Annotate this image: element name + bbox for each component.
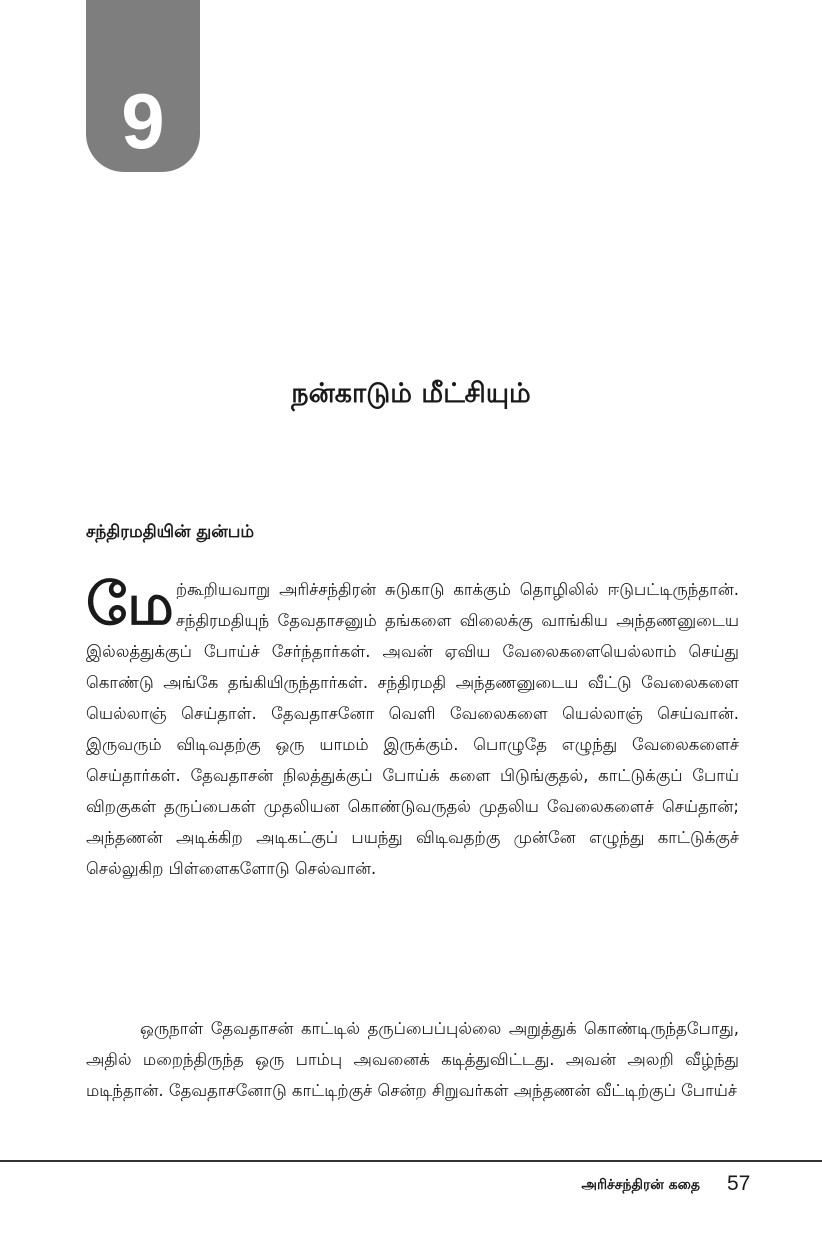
footer-divider: [0, 1160, 822, 1162]
chapter-number: 9: [121, 77, 165, 165]
paragraph-1-text: ற்கூறியவாறு அரிச்சந்திரன் சுடுகாடு காக்கும் தொழிலில் ஈடுபட்டிருந்தான். சந்திரமதியுந் தேவதாசனும் தங்களை விலைக்கு வாங்கிய அந்தணனுடைய இல்லத்துக்குப் போய்ச் சேர்ந்தார்கள். அவன் ஏவிய வேலைகளையெல்லாம் செய்து கொண்டு அங்கே தங்கியிருந்தார்கள். சந்திரமதி அந்தணனுடைய வீட்டு வேலைகளை யெல்லாஞ் செய்தாள். தேவதாசனோ வெளி வேலைகளை யெல்லாஞ் செய்வான். இருவரும் விடிவதற்கு ஒரு யாமம் இருக்கும். பொழுதே எழுந்து வேலைகளைச் செய்தார்கள். தேவதாசன் நிலத்துக்குப் போய்க் களை பிடுங்குதல், காட்டுக்குப் போய் விறகுகள் தருப்பைகள் முதலியன கொண்டுவருதல் முதலிய வேலைகளைச் செய்தான்; அந்தணன் அடிக்கிற அடிகட்குப் பயந்து விடிவதற்கு முன்னே எழுந்து காட்டுக்குச் செல்லுகிற பிள்ளைகளோடு செல்வான்.: [86, 580, 739, 878]
page-number: 57: [727, 1172, 751, 1195]
drop-cap: மே: [86, 570, 172, 638]
chapter-title: நன்காடும் மீட்சியும்: [291, 378, 531, 409]
running-title: அரிச்சந்திரன் கதை: [581, 1177, 700, 1193]
chapter-number-tab: [86, 0, 200, 172]
paragraph-1: [86, 570, 739, 884]
paragraph-2: ஒருநாள் தேவதாசன் காட்டில் தருப்பைப்புல்லை அறுத்துக் கொண்டிருந்தபோது, அதில் மறைந்திருந்த ஒரு பாம்பு அவனைக் கடித்துவிட்டது. அவன் அலறி வீழ்ந்து மடிந்தான். தேவதாசனோடு காட்டிற்குச் சென்ற சிறுவர்கள் அந்தணன் வீட்டிற்குப் போய்ச்: [86, 1019, 739, 1100]
section-heading: சந்திரமதியின் துன்பம்: [86, 522, 255, 542]
